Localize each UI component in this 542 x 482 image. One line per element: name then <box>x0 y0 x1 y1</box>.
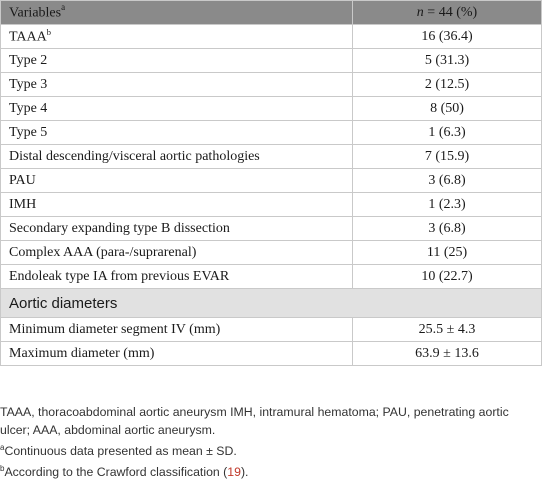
row-label: Maximum diameter (mm) <box>1 342 353 366</box>
footnote-marker: b <box>46 27 52 38</box>
row-value: 3 (6.8) <box>353 169 542 193</box>
column-header-n <box>353 1 542 25</box>
row-label: Type 4 <box>1 97 353 121</box>
table-row <box>1 49 542 73</box>
row-value: 1 (6.3) <box>353 121 542 145</box>
footnote-b <box>0 460 542 481</box>
row-label: Type 5 <box>1 121 353 145</box>
row-value: 11 (25) <box>353 241 542 265</box>
row-value: 5 (31.3) <box>353 49 542 73</box>
table-row <box>1 342 542 366</box>
section-title: Aortic diameters <box>1 289 542 318</box>
abbreviations-note: TAAA, thoracoabdominal aortic aneurysm IMH, intramural hematoma; PAU, penetrating aortic ulcer; AAA, abdominal aortic aneurysm. <box>0 405 509 437</box>
table-row <box>1 145 542 169</box>
row-label: Secondary expanding type B dissection <box>1 217 353 241</box>
row-value: 16 (36.4) <box>353 25 542 49</box>
column-header-variables <box>1 1 353 25</box>
section-header-row <box>1 289 542 318</box>
row-label: Complex AAA (para-/suprarenal) <box>1 241 353 265</box>
row-label: Distal descending/visceral aortic pathologies <box>1 145 353 169</box>
footnote-a-text: Continuous data presented as mean ± SD. <box>4 444 237 459</box>
footnote-b-text: According to the Crawford classification ( <box>4 465 228 480</box>
footnote-a-marker: a <box>0 443 5 452</box>
table-header-row <box>1 1 542 25</box>
footnote-b-marker: b <box>0 464 5 474</box>
row-label: Endoleak type IA from previous EVAR <box>1 265 353 289</box>
table-row <box>1 217 542 241</box>
table-row <box>1 25 542 49</box>
row-label: TAAA$^b$ <box>1 25 353 49</box>
row-label: Minimum diameter segment IV (mm) <box>1 318 353 342</box>
table-footnotes <box>0 403 542 481</box>
row-label: PAU <box>1 169 353 193</box>
row-value: 2 (12.5) <box>353 73 542 97</box>
table-row <box>1 121 542 145</box>
footnote-b-closing: ). <box>240 465 249 480</box>
variables-footnote-marker: a <box>61 2 66 13</box>
variables-label: Variables <box>9 5 62 21</box>
table-row <box>1 169 542 193</box>
row-value: 8 (50) <box>353 97 542 121</box>
reference-link[interactable]: 19 <box>227 465 241 480</box>
n-label: n <box>416 4 424 20</box>
row-value: 63.9 ± 13.6 <box>353 342 542 366</box>
table-row <box>1 318 542 342</box>
row-label: IMH <box>1 193 353 217</box>
table-row <box>1 193 542 217</box>
table-row <box>1 241 542 265</box>
row-value: 10 (22.7) <box>353 265 542 289</box>
row-label: Type 3 <box>1 73 353 97</box>
row-value: 1 (2.3) <box>353 193 542 217</box>
footnote-a <box>0 439 542 460</box>
row-label: Type 2 <box>1 49 353 73</box>
table-row <box>1 265 542 289</box>
n-count-label: = 44 (%) <box>423 4 478 20</box>
table-row <box>1 73 542 97</box>
table-row <box>1 97 542 121</box>
row-value: 25.5 ± 4.3 <box>353 318 542 342</box>
row-value: 7 (15.9) <box>353 145 542 169</box>
row-value: 3 (6.8) <box>353 217 542 241</box>
